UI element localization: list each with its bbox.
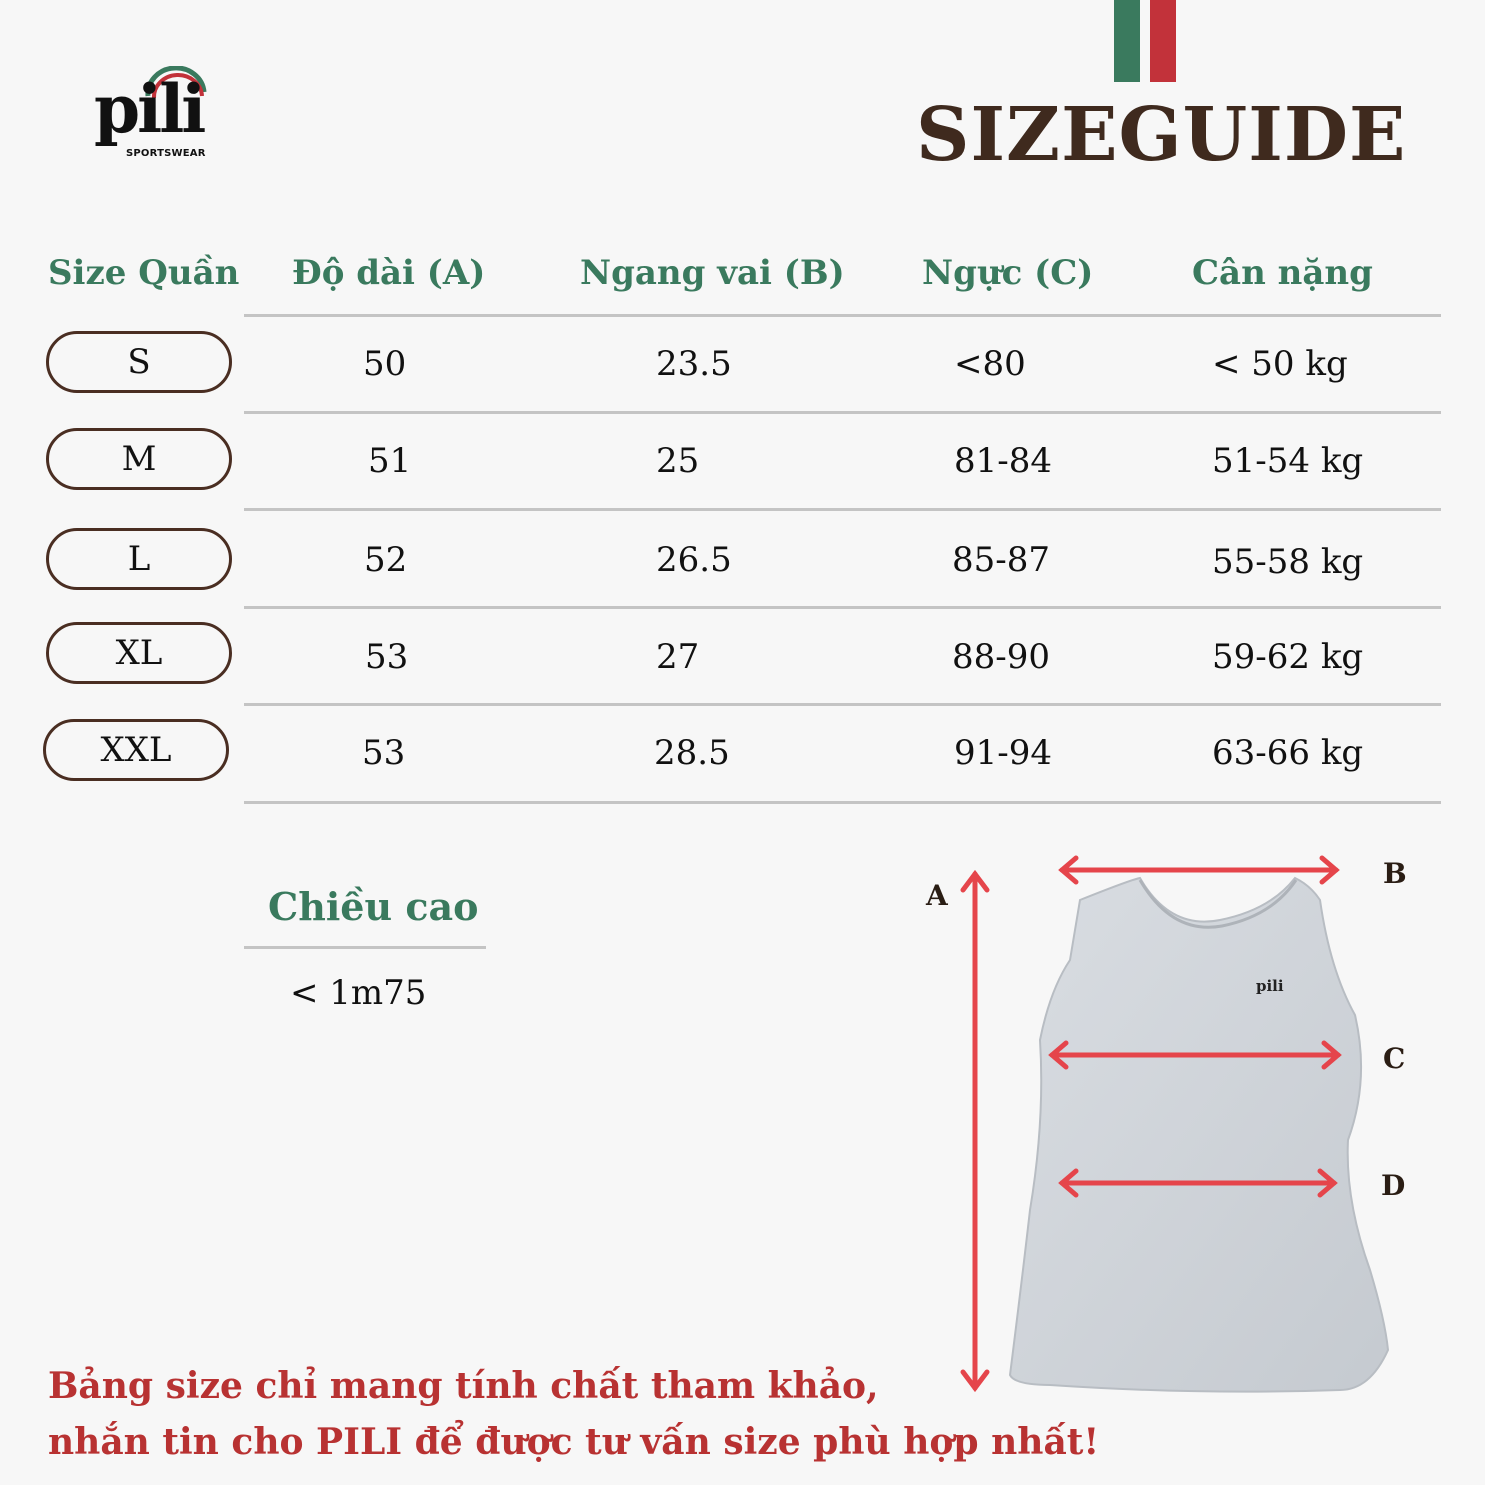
shirt-measurement-diagram <box>900 840 1460 1410</box>
note-line-1: Bảng size chỉ mang tính chất tham khảo, <box>48 1365 879 1407</box>
shoulder-m: 25 <box>656 441 700 481</box>
height-value: < 1m75 <box>290 973 427 1013</box>
header-weight: Cân nặng <box>1192 253 1373 293</box>
table-divider <box>244 703 1441 706</box>
label-b: B <box>1383 857 1407 890</box>
table-divider <box>244 314 1441 317</box>
shoulder-xxl: 28.5 <box>654 733 730 773</box>
weight-xl: 59-62 kg <box>1212 637 1364 677</box>
table-divider <box>244 801 1441 804</box>
length-xl: 53 <box>365 637 409 677</box>
chest-l: 85-87 <box>952 540 1051 580</box>
chest-xxl: 91-94 <box>954 733 1053 773</box>
size-pill-s: S <box>46 331 232 393</box>
size-pill-xl: XL <box>46 622 232 684</box>
logo-wordmark: pili <box>94 70 204 148</box>
shoulder-l: 26.5 <box>656 540 732 580</box>
tank-top-illustration <box>1010 878 1388 1392</box>
length-s: 50 <box>363 344 407 384</box>
size-pill-xxl: XXL <box>43 719 229 781</box>
shoulder-xl: 27 <box>656 637 700 677</box>
header-size: Size Quần <box>48 253 240 293</box>
note-line-2: nhắn tin cho PILI để được tư vấn size phù hợp nhất! <box>48 1421 1100 1463</box>
shirt-logo: pili <box>1256 977 1284 995</box>
table-divider <box>244 411 1441 414</box>
header-shoulder: Ngang vai (B) <box>580 253 845 293</box>
chest-s: <80 <box>954 344 1026 384</box>
table-divider <box>244 606 1441 609</box>
label-d: D <box>1381 1169 1406 1202</box>
shoulder-s: 23.5 <box>656 344 732 384</box>
table-divider <box>244 508 1441 511</box>
label-a: A <box>926 879 948 912</box>
weight-s: < 50 kg <box>1212 344 1348 384</box>
flag-green-stripe <box>1114 0 1140 82</box>
length-xxl: 53 <box>362 733 406 773</box>
label-c: C <box>1383 1042 1406 1075</box>
chest-xl: 88-90 <box>952 637 1051 677</box>
header-chest: Ngực (C) <box>922 253 1094 293</box>
logo-tagline: SPORTSWEAR <box>126 148 206 159</box>
flag-red-stripe <box>1150 0 1176 82</box>
length-l: 52 <box>364 540 408 580</box>
chest-m: 81-84 <box>954 441 1053 481</box>
arrow-a-icon <box>963 874 987 1388</box>
weight-xxl: 63-66 kg <box>1212 733 1364 773</box>
header-length: Độ dài (A) <box>292 253 486 293</box>
size-pill-m: M <box>46 428 232 490</box>
size-pill-l: L <box>46 528 232 590</box>
height-divider <box>244 946 486 949</box>
brand-logo <box>94 66 224 166</box>
weight-m: 51-54 kg <box>1212 441 1364 481</box>
weight-l: 55-58 kg <box>1212 542 1364 582</box>
length-m: 51 <box>368 441 412 481</box>
height-header: Chiều cao <box>268 884 479 929</box>
page-title: SIZEGUIDE <box>916 92 1407 178</box>
